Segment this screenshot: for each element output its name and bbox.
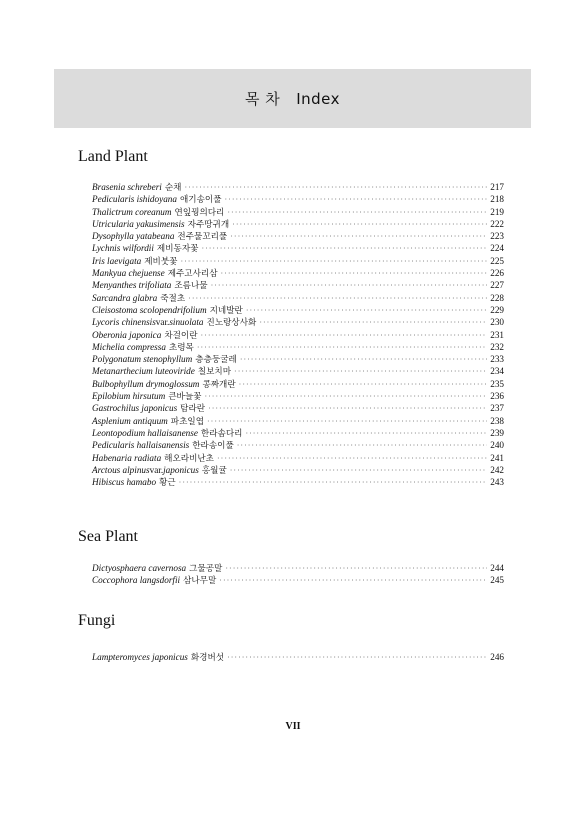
dot-leader (234, 366, 487, 378)
species-name: Metanarthecium luteoviride (92, 366, 195, 377)
species-name: Cleisostoma scolopendrifolium (92, 304, 207, 315)
section-heading: Fungi (78, 612, 116, 629)
dot-leader (207, 416, 487, 428)
korean-name: 층층둥굴레 (195, 355, 237, 366)
korean-name: 한라솜다리 (200, 428, 243, 439)
species-name: Leontopodium hallaisanense (92, 427, 198, 438)
korean-name: 파초일엽 (170, 416, 205, 427)
korean-name: 한라송이풀 (192, 441, 234, 452)
korean-name: 진노랑상사화 (206, 318, 257, 329)
page-ref: 234 (490, 366, 504, 377)
page-ref: 244 (490, 563, 504, 573)
page-ref: 233 (490, 354, 504, 365)
title-english: Index (296, 90, 341, 108)
species-name: Sarcandra glabra (92, 292, 158, 303)
page-ref: 227 (490, 280, 504, 291)
page-ref: 239 (490, 427, 504, 438)
species-name: Epilobium hirsutum (92, 391, 166, 402)
species-name: Hibiscus hamabo (92, 477, 157, 488)
section-land-plant (78, 148, 504, 489)
korean-name: 연잎꿩의다리 (174, 207, 225, 218)
page-ref: 236 (490, 391, 504, 402)
species-name: Michelia compressa (92, 341, 166, 352)
page-ref: 230 (490, 317, 504, 328)
korean-name: 해오라비난초 (164, 453, 214, 464)
index-entry (92, 181, 504, 193)
korean-name: 콩짜개란 (202, 379, 236, 390)
section-heading: Land Plant (78, 148, 148, 165)
index-entry (92, 242, 504, 254)
entry-list (92, 562, 504, 587)
index-entry (92, 304, 504, 316)
species-name: Oberonia japonica (92, 329, 162, 340)
species-name: Coccophora langsdorfii (92, 575, 181, 586)
entry-list (92, 181, 504, 488)
page-ref: 231 (490, 329, 504, 340)
page-ref: 229 (490, 304, 504, 315)
dot-leader (239, 379, 488, 391)
species-name: Asplenium antiquum (92, 415, 168, 426)
species-rank: var. (155, 317, 170, 328)
index-entry (92, 292, 504, 304)
dot-leader (208, 403, 487, 415)
index-entry (92, 365, 504, 377)
korean-name: 제비동자꽃 (156, 244, 199, 255)
korean-name: 전주물꼬리풀 (177, 232, 228, 243)
korean-name: 죽절초 (160, 293, 186, 304)
page-ref: 237 (490, 403, 504, 414)
species-name: Habenaria radiata (92, 452, 162, 463)
species-name: Bulbophyllum drymoglossum (92, 378, 200, 389)
page-ref: 223 (490, 231, 504, 242)
index-entry (92, 439, 504, 451)
page-ref: 228 (490, 292, 504, 303)
index-entry (92, 651, 504, 663)
page-ref: 235 (490, 378, 504, 389)
species-name: Iris laevigata (92, 255, 142, 266)
dot-leader (230, 231, 487, 243)
index-entry (92, 574, 504, 586)
species-name: Utricularia yakusimensis (92, 218, 185, 229)
index-entry (92, 341, 504, 353)
dot-leader (221, 268, 488, 280)
page-ref: 241 (490, 452, 504, 463)
index-entry (92, 390, 504, 402)
korean-name: 자주땅귀개 (187, 219, 230, 230)
dot-leader (211, 280, 488, 292)
korean-name: 큰바늘꽃 (168, 392, 202, 403)
dot-leader (245, 428, 487, 440)
page-ref: 219 (490, 206, 504, 217)
index-entry (92, 193, 504, 205)
section-heading: Sea Plant (78, 528, 138, 545)
species-name: Dysophylla yatabeana (92, 231, 175, 242)
dot-leader (227, 652, 487, 664)
section-sea-plant (78, 528, 504, 587)
index-entry (92, 464, 504, 476)
index-entry (92, 316, 504, 328)
page-ref: 238 (490, 415, 504, 426)
dot-leader (188, 293, 487, 305)
species-name: Lychnis wilfordii (92, 243, 154, 254)
korean-name: 제주고사리삼 (167, 269, 218, 280)
korean-name: 탐라란 (180, 404, 206, 415)
index-entry (92, 402, 504, 414)
dot-leader (201, 243, 487, 255)
entry-list (92, 651, 504, 663)
index-entry (92, 329, 504, 341)
species-name: Dictyosphaera cavernosa (92, 563, 187, 573)
korean-name: 황근 (159, 478, 176, 489)
page-ref: 243 (490, 477, 504, 488)
page-number: VII (285, 721, 301, 732)
dot-leader (184, 182, 487, 194)
dot-leader (225, 194, 488, 206)
index-entry (92, 267, 504, 279)
species-name: Thalictrum coreanum (92, 206, 172, 217)
korean-name: 그물공말 (189, 564, 223, 574)
korean-name: 화경버섯 (190, 653, 225, 663)
dot-leader (246, 305, 487, 317)
species-name: Pedicularis hallaisanensis (92, 440, 190, 451)
index-entry (92, 378, 504, 390)
index-entry (92, 353, 504, 365)
species-name: Lycoris chinensis (92, 317, 156, 328)
dot-leader (197, 342, 487, 354)
page-ref: 240 (490, 440, 504, 451)
page-ref: 245 (490, 575, 504, 586)
dot-leader (204, 391, 487, 403)
korean-name: 조름나물 (174, 281, 208, 292)
index-entry (92, 230, 504, 242)
index-entry (92, 562, 504, 574)
korean-name: 애기송이풀 (179, 195, 222, 206)
page-ref: 225 (490, 255, 504, 266)
page-ref: 242 (490, 464, 504, 475)
korean-name: 지네발란 (209, 305, 243, 316)
page-ref: 226 (490, 268, 504, 279)
index-entry (92, 218, 504, 230)
dot-leader (240, 354, 487, 366)
korean-name: 순채 (164, 183, 182, 193)
species-name: Mankyua chejuense (92, 268, 165, 279)
page-ref: 246 (490, 652, 504, 662)
index-entry (92, 279, 504, 291)
dot-leader (201, 330, 488, 342)
korean-name: 차걸이란 (164, 330, 198, 341)
index-entry (92, 452, 504, 464)
dot-leader (232, 219, 487, 231)
species-name: Pedicularis ishidoyana (92, 194, 177, 205)
page-ref: 217 (490, 182, 504, 192)
dot-leader (225, 563, 487, 575)
index-entry (92, 206, 504, 218)
species-rank: var. (149, 464, 164, 475)
dot-leader (180, 256, 487, 268)
section-fungi (78, 612, 504, 663)
species-name: Lampteromyces japonicus (92, 652, 188, 662)
page-ref: 232 (490, 341, 504, 352)
korean-name: 초령목 (168, 342, 194, 353)
index-entry (92, 427, 504, 439)
index-entry (92, 415, 504, 427)
species-name: Gastrochilus japonicus (92, 403, 178, 414)
korean-name: 홍월귤 (201, 465, 227, 476)
species-name-variety: sinuolata (169, 317, 204, 328)
dot-leader (219, 575, 487, 587)
dot-leader (259, 317, 487, 329)
dot-leader (217, 453, 487, 465)
index-entry (92, 255, 504, 267)
species-name: Polygonatum stenophyllum (92, 354, 193, 365)
dot-leader (237, 440, 487, 452)
species-name: Menyanthes trifoliata (92, 280, 172, 291)
page-ref: 222 (490, 218, 504, 229)
dot-leader (230, 465, 487, 477)
species-name-variety: japonicus (163, 464, 199, 475)
index-title-bar (54, 69, 531, 128)
dot-leader (227, 207, 487, 219)
index-entry (92, 476, 504, 488)
page-ref: 218 (490, 194, 504, 205)
title-korean: 목 차 (244, 90, 281, 108)
korean-name: 삼나무말 (183, 576, 217, 587)
korean-name: 칠보치마 (197, 367, 232, 378)
species-name: Arctous alpinus (92, 464, 150, 475)
page-ref: 224 (490, 243, 504, 254)
dot-leader (179, 477, 488, 489)
page-title (245, 88, 340, 109)
korean-name: 제비붓꽃 (144, 256, 178, 267)
species-name: Brasenia schreberi (92, 182, 162, 192)
